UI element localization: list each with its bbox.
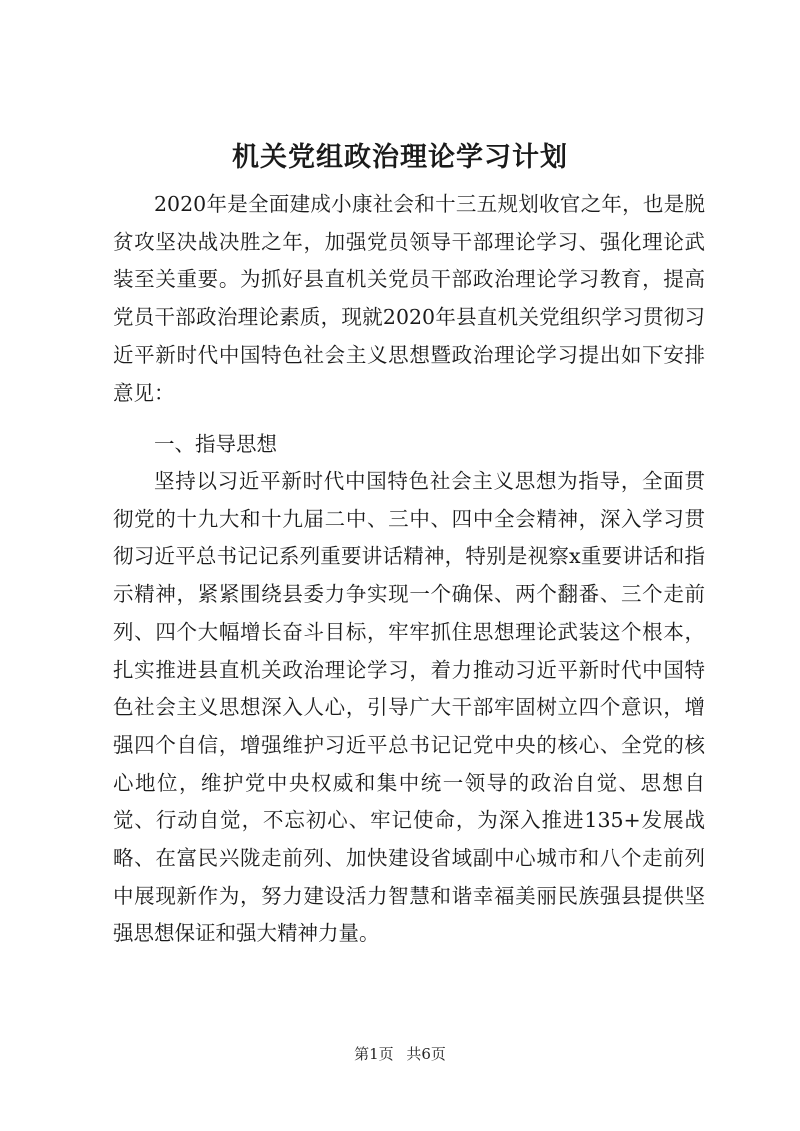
- page-total: 共6页: [406, 1045, 446, 1063]
- page-footer: [0, 1044, 800, 1064]
- page-number: 第1页: [354, 1045, 394, 1063]
- intro-paragraph: 2020年是全面建成小康社会和十三五规划收官之年，也是脱贫攻坚决战决胜之年，加强党员领导干部理论学习、强化理论武装至关重要。为抓好县直机关党员干部政治理论学习教育，提高党员干部政治理论素质，现就2020年县直机关党组织学习贯彻习近平新时代中国特色社会主义思想暨政治理论学习提出如下安排意见：: [113, 192, 705, 405]
- guiding-ideology-paragraph: 坚持以习近平新时代中国特色社会主义思想为指导，全面贯彻党的十九大和十九届二中、三中、四中全会精神，深入学习贯彻习近平总书记记系列重要讲话精神，特别是视察x重要讲话和指示精神，紧紧围绕县委力争实现一个确保、两个翻番、三个走前列、四个大幅增长奋斗目标，牢牢抓住思想理论武装这个根本，扎实推进县直机关政治理论学习，着力推动习近平新时代中国特色社会主义思想深入人心，引导广大干部牢固树立四个意识，增强四个自信，增强维护习近平总书记记党中央的核心、全党的核心地位，维护党中央权威和集中统一领导的政治自觉、思想自觉、行动自觉，不忘初心、牢记使命，为深入推进135+发展战略、在富民兴陇走前列、加快建设省域副中心城市和八个走前列中展现新作为，努力建设活力智慧和谐幸福美丽民族强县提供坚强思想保证和强大精神力量。: [113, 469, 705, 946]
- document-title: 机关党组政治理论学习计划: [232, 142, 568, 173]
- section-heading-guiding-ideology: 一、指导思想: [154, 432, 277, 456]
